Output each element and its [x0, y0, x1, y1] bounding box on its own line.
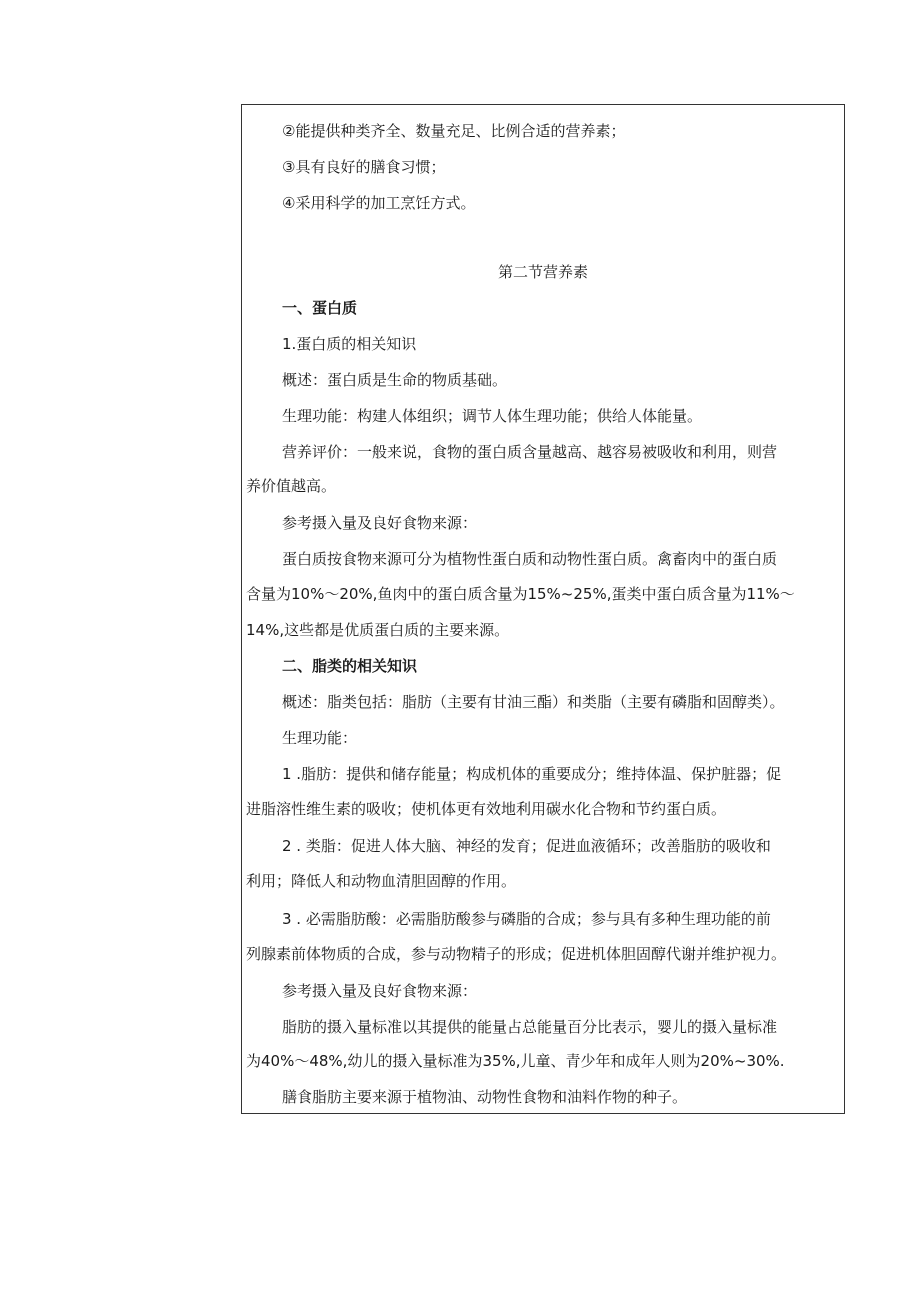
- protein-sub-heading: 1.蛋白质的相关知识: [282, 335, 417, 353]
- protein-function: 生理功能：构建人体组织；调节人体生理功能；供给人体能量。: [282, 407, 703, 425]
- lipid-item2-line2: 利用；降低人和动物血清胆固醇的作用。: [246, 872, 517, 890]
- lipid-item1-line1: 1 .脂肪：提供和储存能量；构成机体的重要成分；维持体温、保护脏器；促: [282, 765, 782, 783]
- lipid-item3-line2: 列腺素前体物质的合成，参与动物精子的形成；促进机体胆固醇代谢并维护视力。: [246, 945, 787, 963]
- protein-heading: 一、蛋白质: [282, 299, 358, 317]
- lipid-intake-line1: 脂肪的摄入量标准以其提供的能量占总能量百分比表示，婴儿的摄入量标准: [282, 1018, 778, 1036]
- protein-evaluation-line2: 养价值越高。: [246, 477, 337, 495]
- lipid-item2-line1: 2 . 类脂：促进人体大脑、神经的发育；促进血液循环；改善脂肪的吸收和: [282, 837, 771, 855]
- lipid-intake-line2: 为40%〜48%,幼儿的摄入量标准为35%,儿童、青少年和成年人则为20%~30%.: [246, 1052, 785, 1070]
- document-frame: [241, 104, 845, 1114]
- lipid-source: 膳食脂肪主要来源于植物油、动物性食物和油料作物的种子。: [282, 1088, 688, 1106]
- lipid-overview: 概述：脂类包括：脂肪（主要有甘油三酯）和类脂（主要有磷脂和固醇类）。: [282, 693, 785, 711]
- protein-evaluation-line1: 营养评价：一般来说，食物的蛋白质含量越高、越容易被吸收和利用，则营: [282, 443, 778, 461]
- protein-intake-line2: 含量为10%〜20%,鱼肉中的蛋白质含量为15%~25%,蛋类中蛋白质含量为11%〜: [246, 585, 795, 603]
- section-title: 第二节营养素: [497, 263, 588, 281]
- lipid-item1-line2: 进脂溶性维生素的吸收；使机体更有效地利用碳水化合物和节约蛋白质。: [246, 800, 727, 818]
- lipid-item3-line1: 3 . 必需脂肪酸：必需脂肪酸参与磷脂的合成；参与具有多种生理功能的前: [282, 910, 771, 928]
- lipid-function-title: 生理功能：: [282, 729, 358, 747]
- protein-intake-title: 参考摄入量及良好食物来源：: [282, 514, 478, 532]
- intro-item-2: ②能提供种类齐全、数量充足、比例合适的营养素；: [282, 122, 626, 140]
- protein-intake-line1: 蛋白质按食物来源可分为植物性蛋白质和动物性蛋白质。禽畜肉中的蛋白质: [282, 550, 778, 568]
- lipid-heading: 二、脂类的相关知识: [282, 657, 418, 675]
- intro-item-3: ③具有良好的膳食习惯；: [282, 158, 446, 176]
- protein-intake-line3: 14%,这些都是优质蛋白质的主要来源。: [246, 621, 510, 639]
- intro-item-4: ④采用科学的加工烹饪方式。: [282, 194, 476, 212]
- lipid-intake-title: 参考摄入量及良好食物来源：: [282, 982, 478, 1000]
- protein-overview: 概述：蛋白质是生命的物质基础。: [282, 371, 508, 389]
